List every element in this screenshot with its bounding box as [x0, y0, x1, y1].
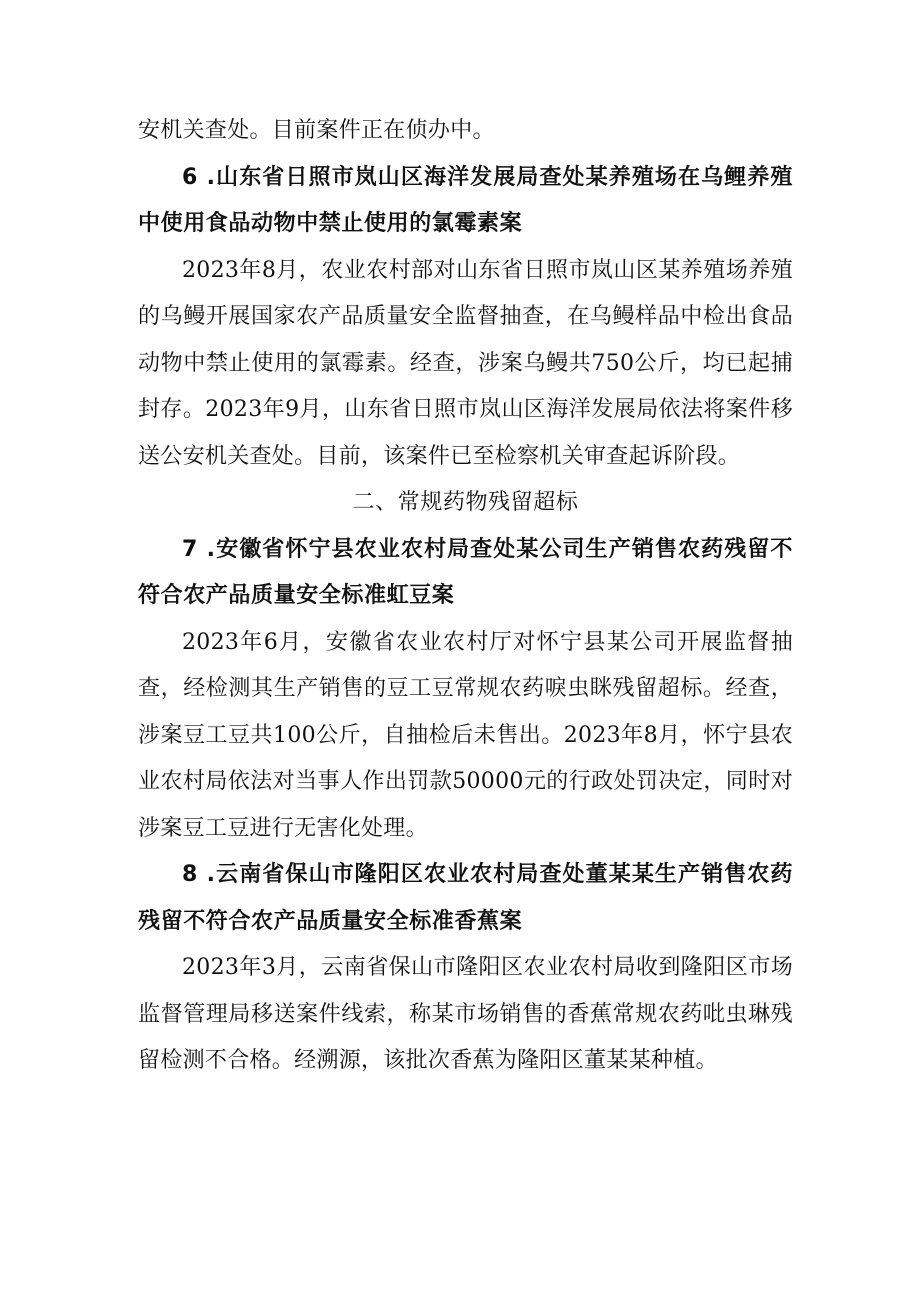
continued-paragraph: 安机关查处。目前案件正在侦办中。	[138, 118, 495, 143]
case-8-body: 2023年3月，云南省保山市隆阳区农业农村局收到隆阳区市场监督管理局移送案件线索，称某市场销售的香蕉常规农药吡虫琳残留检测不合格。经溯源，该批次香蕉为隆阳区董某某种植。	[138, 955, 793, 1073]
case-6-title: 6 .山东省日照市岚山区海洋发展局查处某养殖场在乌鲤养殖中使用食品动物中禁止使用的氯霉素案	[138, 164, 793, 236]
case-7-body: 2023年6月，安徽省农业农村厅对怀宁县某公司开展监督抽查，经检测其生产销售的豆工豆常规农药唳虫眯残留超标。经查，涉案豆工豆共100公斤，自抽检后未售出。2023年8月，怀宁县农业农村局依法对当事人作出罚款50000元的行政处罚决定，同时对涉案豆工豆进行无害化处理。	[138, 629, 793, 841]
case-8-title: 8 .云南省保山市隆阳区农业农村局查处董某某生产销售农药残留不符合农产品质量安全标准香蕉案	[138, 862, 793, 934]
case-6-body: 2023年8月，农业农村部对山东省日照市岚山区某养殖场养殖的乌鳗开展国家农产品质量安全监督抽查，在乌鳗样品中检出食品动物中禁止使用的氯霉素。经查，涉案乌鳗共750公斤，均已起捕封存。2023年9月，山东省日照市岚山区海洋发展局依法将案件移送公安机关查处。目前，该案件已至检察机关审查起诉阶段。	[138, 257, 793, 469]
case-7-title: 7 .安徽省怀宁县农业农村局查处某公司生产销售农药残留不符合农产品质量安全标准虹豆案	[138, 536, 793, 608]
section-heading-2: 二、常规药物残留超标	[352, 490, 579, 515]
document-page	[138, 108, 793, 1085]
